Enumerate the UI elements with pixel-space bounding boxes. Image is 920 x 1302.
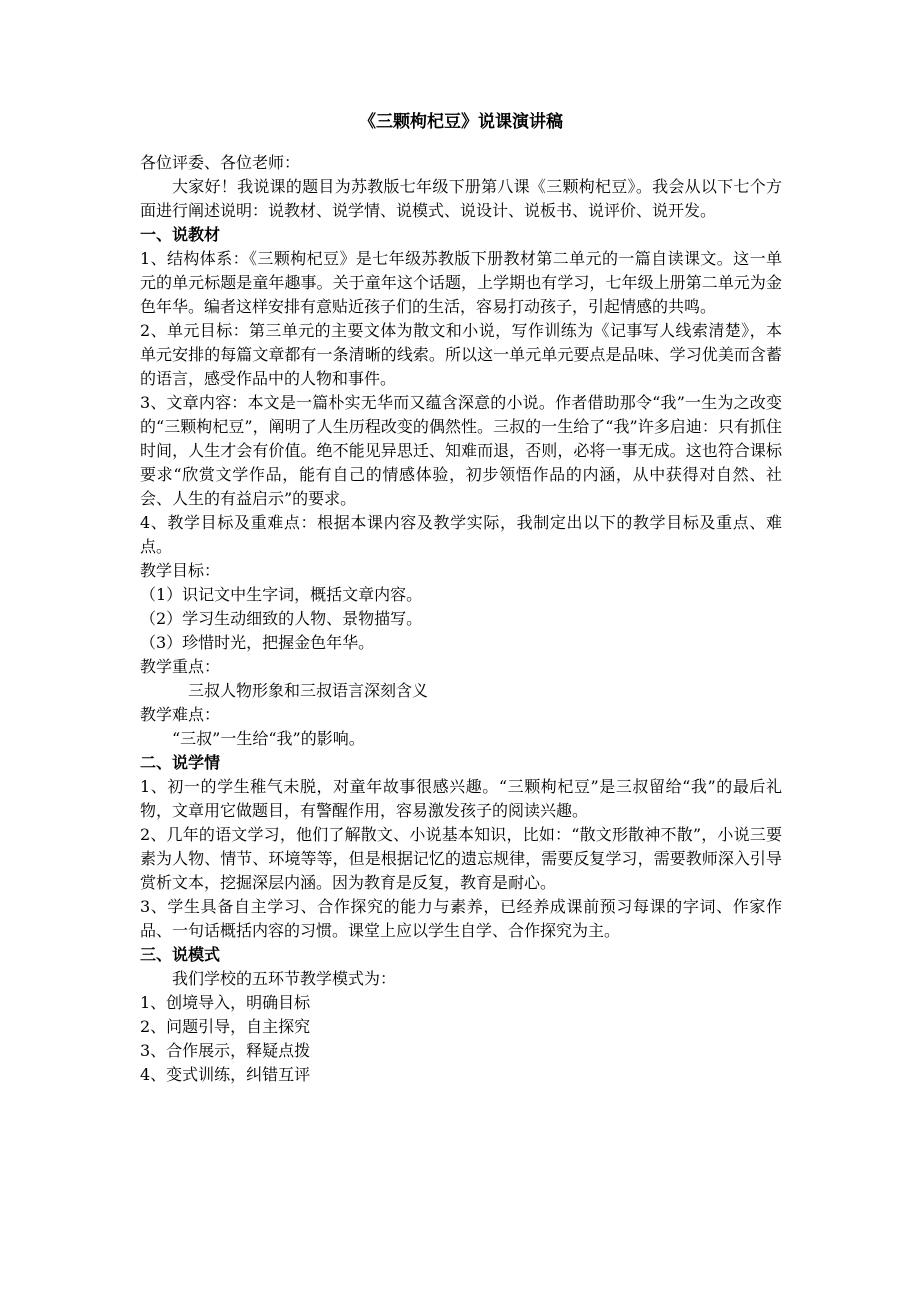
- goal-item-2: （2）学习生动细致的人物、景物描写。: [140, 609, 423, 628]
- mode-item: 3、合作展示，释疑点拨: [140, 1041, 311, 1060]
- difficulty-label: 教学难点：: [140, 705, 221, 724]
- difficulty-text: “三叔”一生给“我”的影响。: [172, 729, 365, 748]
- mode-item: 4、变式训练，纠错互评: [140, 1065, 311, 1084]
- paragraph-students-3: 3、学生具备自主学习、合作探究的能力与素养，已经养成课前预习每课的字词、作家作品、一句话概括内容的习惯。课堂上应以学生自学、合作探究为主。: [140, 897, 782, 940]
- paragraph-students-1: 1、初一的学生稚气未脱，对童年故事很感兴趣。“三颗枸杞豆”是三叔留给“我”的最后礼物，文章用它做题目，有警醒作用，容易激发孩子的阅读兴趣。: [140, 777, 782, 820]
- key-point-text: 三叔人物形象和三叔语言深刻含义: [188, 681, 429, 700]
- section-heading-students: 二、说学情: [140, 753, 221, 772]
- document-title: 《三颗枸杞豆》说课演讲稿: [359, 112, 563, 132]
- section-heading-textbook: 一、说教材: [140, 225, 221, 244]
- paragraph-teaching-goals: 4、教学目标及重难点：根据本课内容及教学实际，我制定出以下的教学目标及重点、难点。: [140, 513, 782, 556]
- goal-item-3: （3）珍惜时光，把握金色年华。: [140, 633, 375, 652]
- document-page: [140, 110, 782, 1087]
- greeting: 各位评委、各位老师：: [140, 153, 301, 172]
- goals-label: 教学目标：: [140, 561, 221, 580]
- paragraph-content: 3、文章内容：本文是一篇朴实无华而又蕴含深意的小说。作者借助那令“我”一生为之改变的“三颗枸杞豆”，阐明了人生历程改变的偶然性。三叔的一生给了“我”许多启迪：只有抓住时间，人生才会有价值。绝不能见异思迁、知难而退，否则，必将一事无成。这也符合课标要求“欣赏文学作品，能有自己的情感体验，初步领悟作品的内涵，从中获得对自然、社会、人生的有益启示”的要求。: [140, 393, 782, 508]
- paragraph-unit-goal: 2、单元目标：第三单元的主要文体为散文和小说，写作训练为《记事写人线索清楚》，本单元安排的每篇文章都有一条清晰的线索。所以这一单元单元要点是品味、学习优美而含蓄的语言，感受作品中的人物和事件。: [140, 321, 782, 388]
- intro-paragraph: 大家好！我说课的题目为苏教版七年级下册第八课《三颗枸杞豆》。我会从以下七个方面进行阐述说明：说教材、说学情、说模式、说设计、说板书、说评价、说开发。: [140, 177, 782, 220]
- mode-intro: 我们学校的五环节教学模式为：: [172, 969, 397, 988]
- mode-item: 1、创境导入，明确目标: [140, 993, 311, 1012]
- section-heading-mode: 三、说模式: [140, 945, 221, 964]
- mode-item: 2、问题引导，自主探究: [140, 1017, 311, 1036]
- goal-item-1: （1）识记文中生字词，概括文章内容。: [140, 585, 423, 604]
- paragraph-structure: 1、结构体系：《三颗枸杞豆》是七年级苏教版下册教材第二单元的一篇自读课文。这一单元的单元标题是童年趣事。关于童年这个话题，上学期也有学习，七年级上册第二单元为金色年华。编者这样安排有意贴近孩子们的生活，容易打动孩子，引起情感的共鸣。: [140, 249, 782, 316]
- key-point-label: 教学重点：: [140, 657, 221, 676]
- paragraph-students-2: 2、几年的语文学习，他们了解散文、小说基本知识，比如：“散文形散神不散”，小说三要素为人物、情节、环境等等，但是根据记忆的遗忘规律，需要反复学习，需要教师深入引导赏析文本，挖掘深层内涵。因为教育是反复，教育是耐心。: [140, 825, 782, 892]
